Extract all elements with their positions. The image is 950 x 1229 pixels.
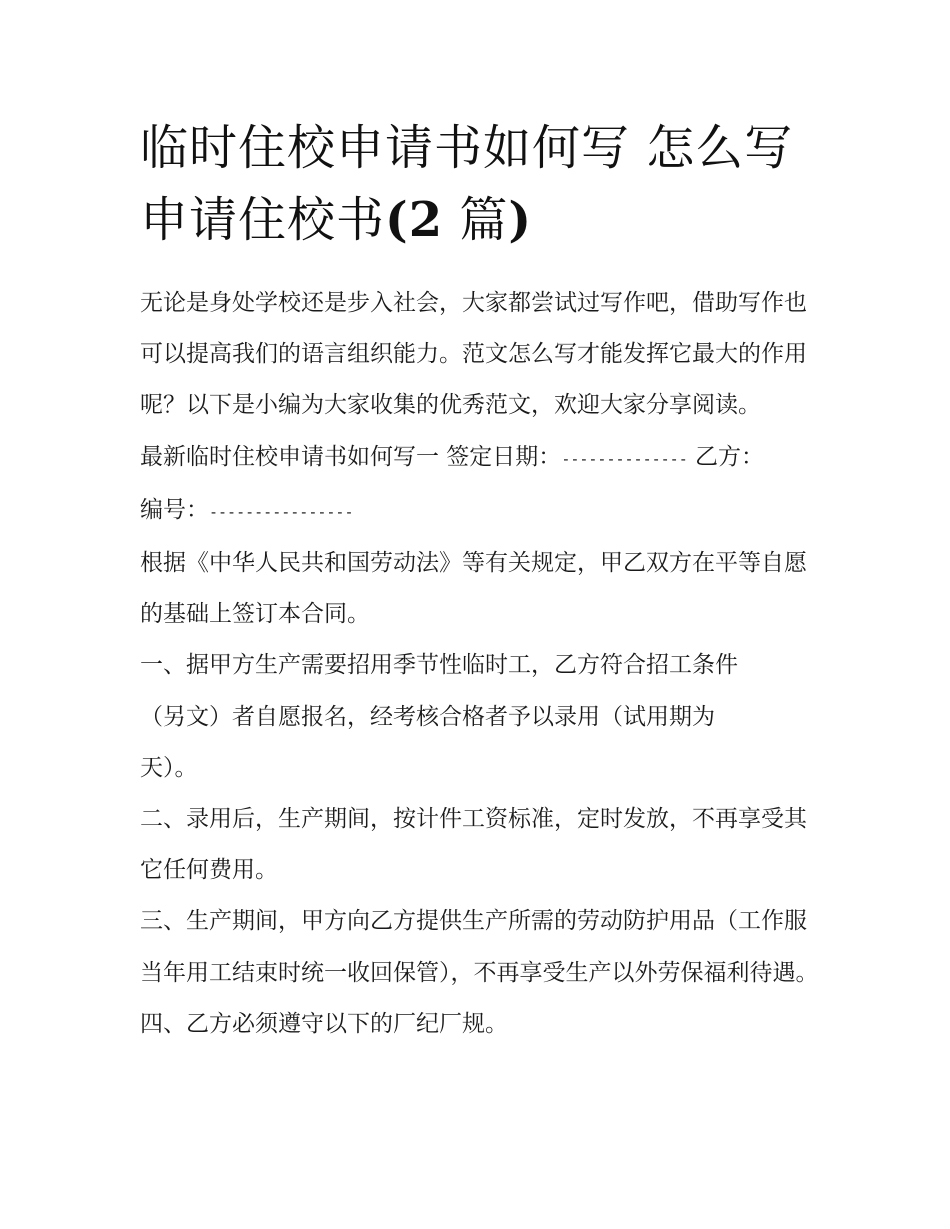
clause-1-line-3: 天）。 <box>140 754 198 781</box>
section-heading-text: 最新临时住校申请书如何写一 签定日期： <box>140 443 562 470</box>
title-line-2 <box>140 192 532 248</box>
title-paren-close: ) <box>508 192 533 248</box>
clause-3: 三、生产期间，甲方向乙方提供生产所需的劳动防护用品（工作服当年用工结束时统一收回保管），不再享受生产以外劳保福利待遇。 四、乙方必须遵守以下的厂纪厂规。 <box>140 908 819 1037</box>
clause-1-line-2: （另文）者自愿报名，经考核合格者予以录用（试用期为 <box>140 703 715 730</box>
basis-paragraph: 根据《中华人民共和国劳动法》等有关规定，甲乙双方在平等自愿的基础上签订本合同。 <box>140 550 807 628</box>
number-label: 编号： <box>140 496 209 523</box>
document-title <box>140 112 830 256</box>
party-b-label: 乙方： <box>687 443 765 470</box>
title-paren-open: ( <box>385 192 409 248</box>
number-blank: ---------------- <box>209 502 354 521</box>
title-count-unit: 篇 <box>443 192 509 248</box>
title-line-1: 临时住校申请书如何写 怎么写 <box>140 120 794 176</box>
title-count: 2 <box>408 192 444 248</box>
clause-1 <box>140 640 820 794</box>
date-blank: -------------- <box>561 449 688 468</box>
clause-2: 二、录用后，生产期间，按计件工资标准，定时发放，不再享受其它任何费用。 <box>140 806 807 884</box>
intro-paragraph: 无论是身处学校还是步入社会，大家都尝试过写作吧，借助写作也可以提高我们的语言组织能力。范文怎么写才能发挥它最大的作用呢？以下是小编为大家收集的优秀范文，欢迎大家分享阅读。 <box>140 290 807 419</box>
title-line-2-text: 申请住校书 <box>140 192 386 248</box>
clause-1-line-1: 一、据甲方生产需要招用季节性临时工，乙方符合招工条件 <box>140 652 738 679</box>
section-heading <box>140 432 820 538</box>
document-body <box>140 278 820 1050</box>
